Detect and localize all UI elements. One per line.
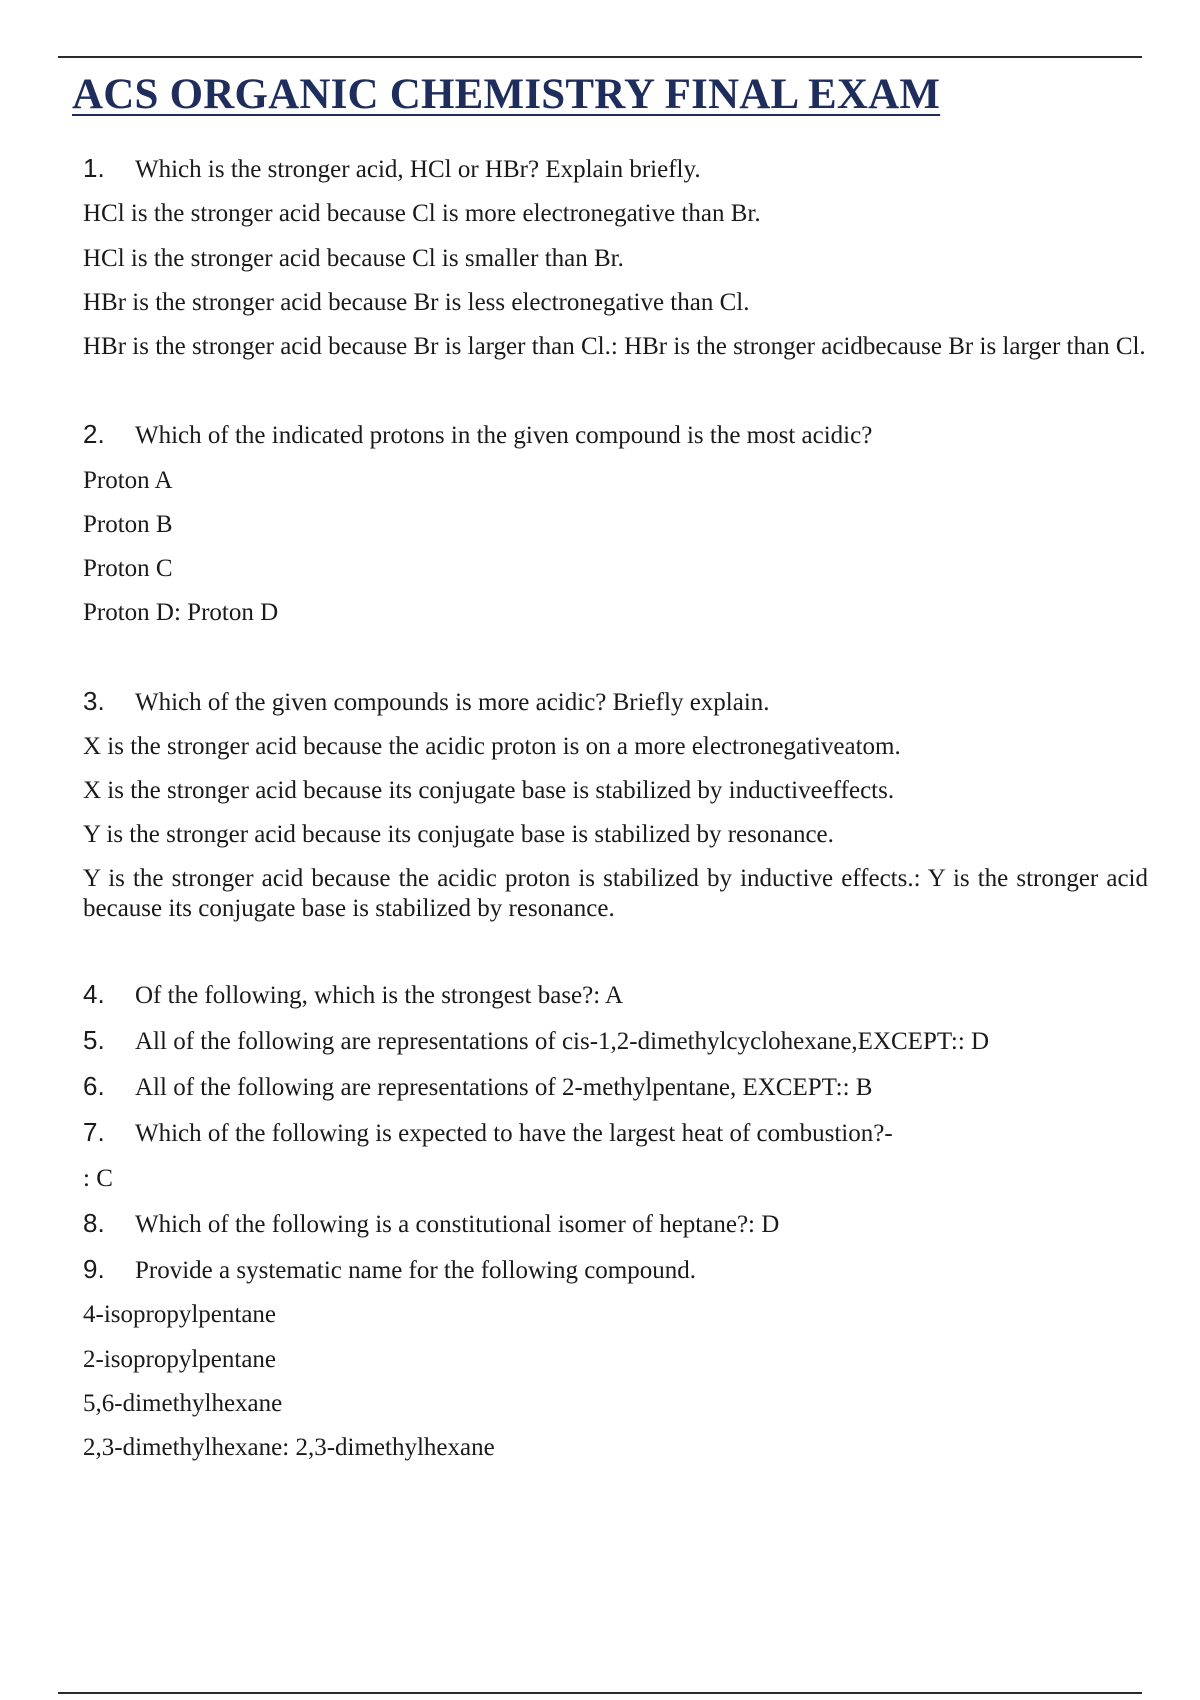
answer-option: Proton C [83, 555, 173, 582]
question-text: Which of the following is a constitutional isomer of heptane?: D [135, 1210, 780, 1238]
question-text: Which is the stronger acid, HCl or HBr? Explain briefly. [135, 156, 701, 183]
answer-option: 2-isopropylpentane [83, 1345, 277, 1373]
answer-option: Proton D: Proton D [83, 599, 279, 627]
answer-option: HBr is the stronger acid because Br is larger than Cl.: HBr is the stronger acidbecause Br is larger than Cl. [83, 333, 1146, 360]
question-text: Which of the given compounds is more acidic? Briefly explain. [135, 688, 770, 716]
exam-content [83, 152, 1148, 1476]
question-1 [83, 152, 1148, 185]
answer-option: 5,6-dimethylhexane [83, 1389, 283, 1417]
question-number: 8. [83, 1207, 105, 1238]
spacer [83, 938, 1148, 978]
answer-option: Proton B [83, 510, 173, 538]
question-number: 4. [83, 978, 105, 1009]
answer-text: : C [83, 1164, 113, 1192]
answer-option: Y is the stronger acid because its conjugate base is stabilized by resonance. [83, 821, 834, 849]
question-number: 1. [83, 153, 105, 183]
answer-option: X is the stronger acid because the acidic proton is on a more electronegativeatom. [83, 732, 901, 760]
question-number: 2. [83, 419, 105, 450]
answer-option: 2,3-dimethylhexane: 2,3-dimethylhexane [83, 1434, 495, 1461]
answer-option: Y is the stronger acid because the acidic proton is stabilized by inductive effects.: Y is the stronger acid because its conjugate base is stabilized by resonance. [83, 864, 1148, 922]
answer-option: X is the stronger acid because its conjugate base is stabilized by inductiveeffects. [83, 777, 895, 804]
page-title: ACS ORGANIC CHEMISTRY FINAL EXAM [72, 71, 941, 118]
question-3 [83, 685, 1148, 718]
question-number: 3. [83, 685, 105, 716]
question-text: Which of the following is expected to have the largest heat of combustion?- [135, 1120, 893, 1148]
question-number: 6. [83, 1071, 105, 1101]
question-text: Which of the indicated protons in the given compound is the most acidic? [135, 422, 873, 450]
spacer [83, 375, 1148, 418]
question-text: All of the following are representations of cis-1,2-dimethylcyclohexane,EXCEPT:: D [135, 1027, 990, 1055]
answer-option: Proton A [83, 466, 173, 494]
bottom-rule [58, 1692, 1142, 1694]
question-7 [83, 1116, 1148, 1149]
question-5 [83, 1024, 1148, 1057]
question-2 [83, 418, 1148, 451]
question-text: Provide a systematic name for the following compound. [135, 1257, 696, 1284]
question-text: Of the following, which is the strongest base?: A [135, 981, 624, 1009]
question-number: 5. [83, 1024, 105, 1055]
question-number: 7. [83, 1117, 105, 1148]
question-4 [83, 978, 1148, 1011]
top-rule [58, 56, 1142, 58]
question-number: 9. [83, 1254, 105, 1284]
answer-option: 4-isopropylpentane [83, 1301, 277, 1329]
answer-option: HBr is the stronger acid because Br is less electronegative than Cl. [83, 288, 750, 316]
question-8 [83, 1207, 1148, 1240]
spacer [83, 642, 1148, 685]
question-9 [83, 1253, 1148, 1286]
question-6 [83, 1070, 1148, 1103]
answer-option: HCl is the stronger acid because Cl is smaller than Br. [83, 244, 624, 272]
question-text: All of the following are representations of 2-methylpentane, EXCEPT:: B [135, 1074, 873, 1101]
answer-option: HCl is the stronger acid because Cl is more electronegative than Br. [83, 200, 761, 228]
